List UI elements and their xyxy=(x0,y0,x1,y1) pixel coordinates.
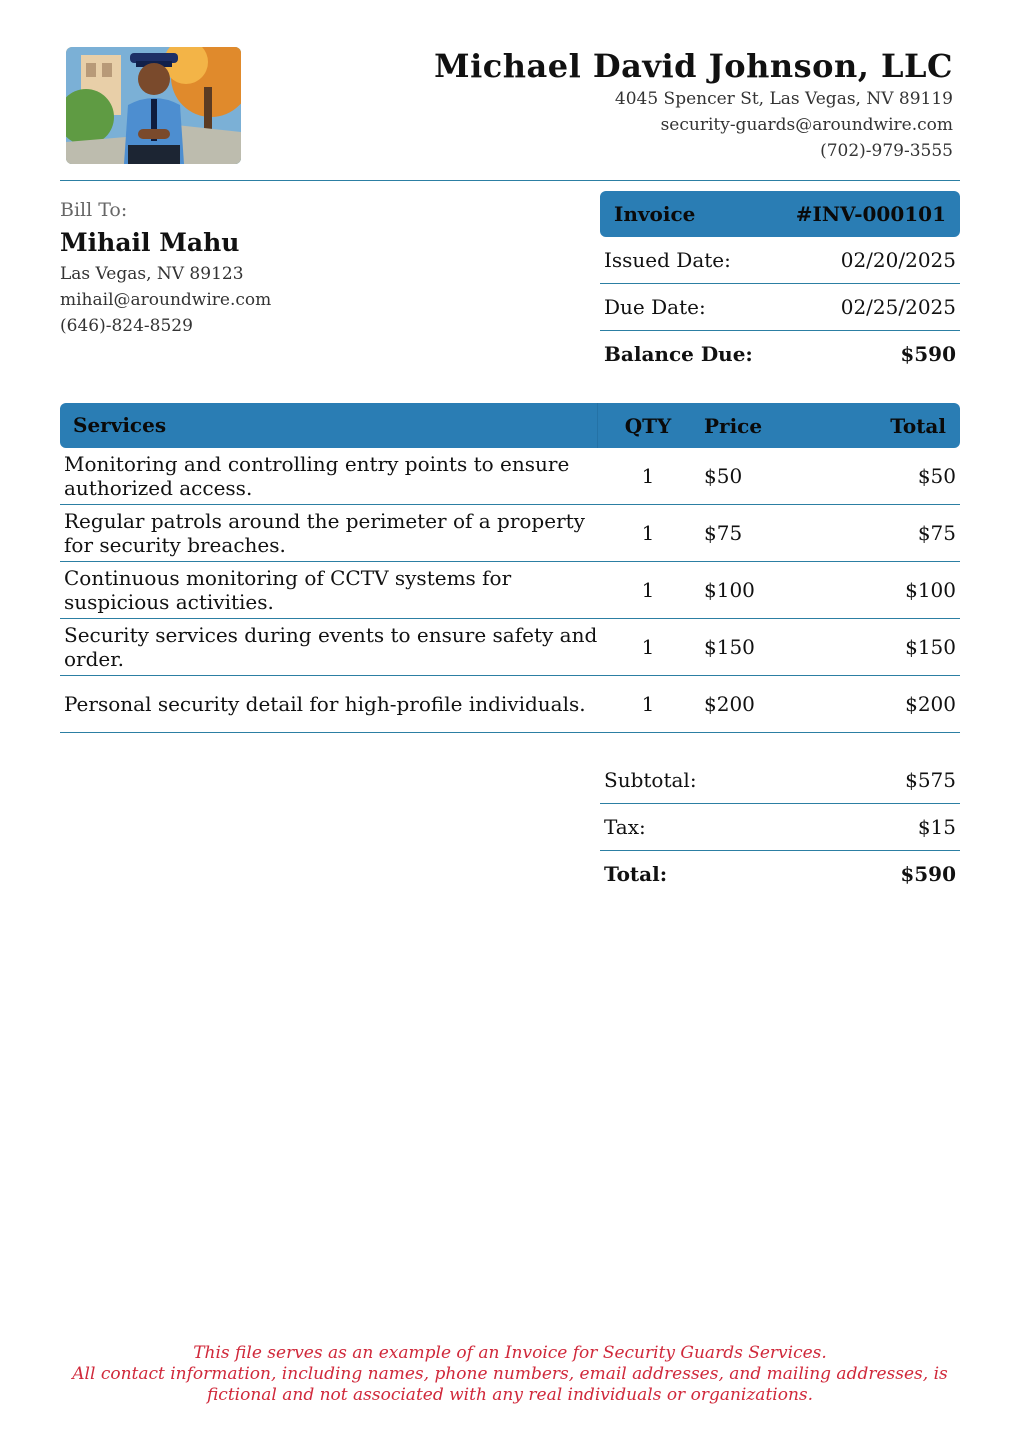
security-guard-photo-icon xyxy=(66,47,241,164)
service-description: Personal security detail for high-profile individuals. xyxy=(64,692,586,716)
service-price: $200 xyxy=(704,692,755,716)
service-price: $75 xyxy=(704,521,743,545)
company-logo xyxy=(66,47,241,164)
total-label: Total: xyxy=(604,862,668,886)
client-address: Las Vegas, NV 89123 xyxy=(60,264,244,284)
balance-due-row xyxy=(600,331,960,377)
tax-row xyxy=(600,804,960,851)
company-phone: (702)-979-3555 xyxy=(820,141,953,161)
header-price: Price xyxy=(704,413,763,438)
service-qty: 1 xyxy=(641,521,655,545)
issued-date-row xyxy=(600,237,960,284)
disclaimer-line-3: fictional and not associated with any real individuals or organizations. xyxy=(206,1385,814,1405)
table-row xyxy=(60,562,960,619)
service-qty: 1 xyxy=(641,578,655,602)
company-email: security-guards@aroundwire.com xyxy=(660,115,953,135)
bill-to-label: Bill To: xyxy=(60,199,128,221)
client-email: mihail@aroundwire.com xyxy=(60,290,272,310)
tax-label: Tax: xyxy=(604,815,646,839)
service-qty: 1 xyxy=(641,692,655,716)
services-table xyxy=(60,403,960,733)
issued-date-label: Issued Date: xyxy=(604,248,731,272)
balance-due-value: $590 xyxy=(900,342,956,366)
service-total: $150 xyxy=(905,635,956,659)
service-total: $100 xyxy=(905,578,956,602)
header-services: Services xyxy=(60,403,598,448)
header-total: Total xyxy=(890,413,946,438)
balance-due-label: Balance Due: xyxy=(604,342,753,366)
total-row xyxy=(600,851,960,897)
subtotal-label: Subtotal: xyxy=(604,768,697,792)
total-value: $590 xyxy=(900,862,956,886)
service-description: Security services during events to ensure safety and order. xyxy=(64,623,598,671)
header-qty: QTY xyxy=(624,413,672,438)
table-row xyxy=(60,505,960,562)
tax-value: $15 xyxy=(917,815,956,839)
service-price: $150 xyxy=(704,635,755,659)
invoice-header xyxy=(600,191,960,237)
header-divider xyxy=(60,180,960,181)
client-phone: (646)-824-8529 xyxy=(60,316,193,336)
table-row xyxy=(60,676,960,733)
service-description: Monitoring and controlling entry points to ensure authorized access. xyxy=(64,452,570,500)
invoice-label: Invoice xyxy=(614,202,696,226)
disclaimer-line-2: All contact information, including names, phone numbers, email addresses, and mailing addresses, is xyxy=(72,1364,948,1384)
service-description: Regular patrols around the perimeter of a property for security breaches. xyxy=(64,509,585,557)
invoice-number: #INV-000101 xyxy=(795,202,946,226)
due-date-value: 02/25/2025 xyxy=(840,295,956,319)
service-qty: 1 xyxy=(641,464,655,488)
service-total: $200 xyxy=(905,692,956,716)
subtotal-value: $575 xyxy=(905,768,956,792)
due-date-row xyxy=(600,284,960,331)
invoice-summary xyxy=(600,191,960,377)
company-name: Michael David Johnson, LLC xyxy=(434,47,953,85)
service-total: $75 xyxy=(917,521,956,545)
table-row xyxy=(60,619,960,676)
table-row xyxy=(60,448,960,505)
service-description: Continuous monitoring of CCTV systems for suspicious activities. xyxy=(64,566,512,614)
disclaimer-footer xyxy=(0,1343,1020,1406)
service-price: $100 xyxy=(704,578,755,602)
company-address: 4045 Spencer St, Las Vegas, NV 89119 xyxy=(614,89,953,109)
issued-date-value: 02/20/2025 xyxy=(840,248,956,272)
due-date-label: Due Date: xyxy=(604,295,706,319)
subtotal-row xyxy=(600,757,960,804)
bill-to-section xyxy=(60,197,271,339)
client-name: Mihail Mahu xyxy=(60,228,240,257)
table-header xyxy=(60,403,960,448)
disclaimer-line-1: This file serves as an example of an Invoice for Security Guards Services. xyxy=(193,1343,827,1363)
service-price: $50 xyxy=(704,464,743,488)
service-total: $50 xyxy=(917,464,956,488)
service-qty: 1 xyxy=(641,635,655,659)
totals-section xyxy=(600,757,960,897)
company-info xyxy=(434,46,953,164)
